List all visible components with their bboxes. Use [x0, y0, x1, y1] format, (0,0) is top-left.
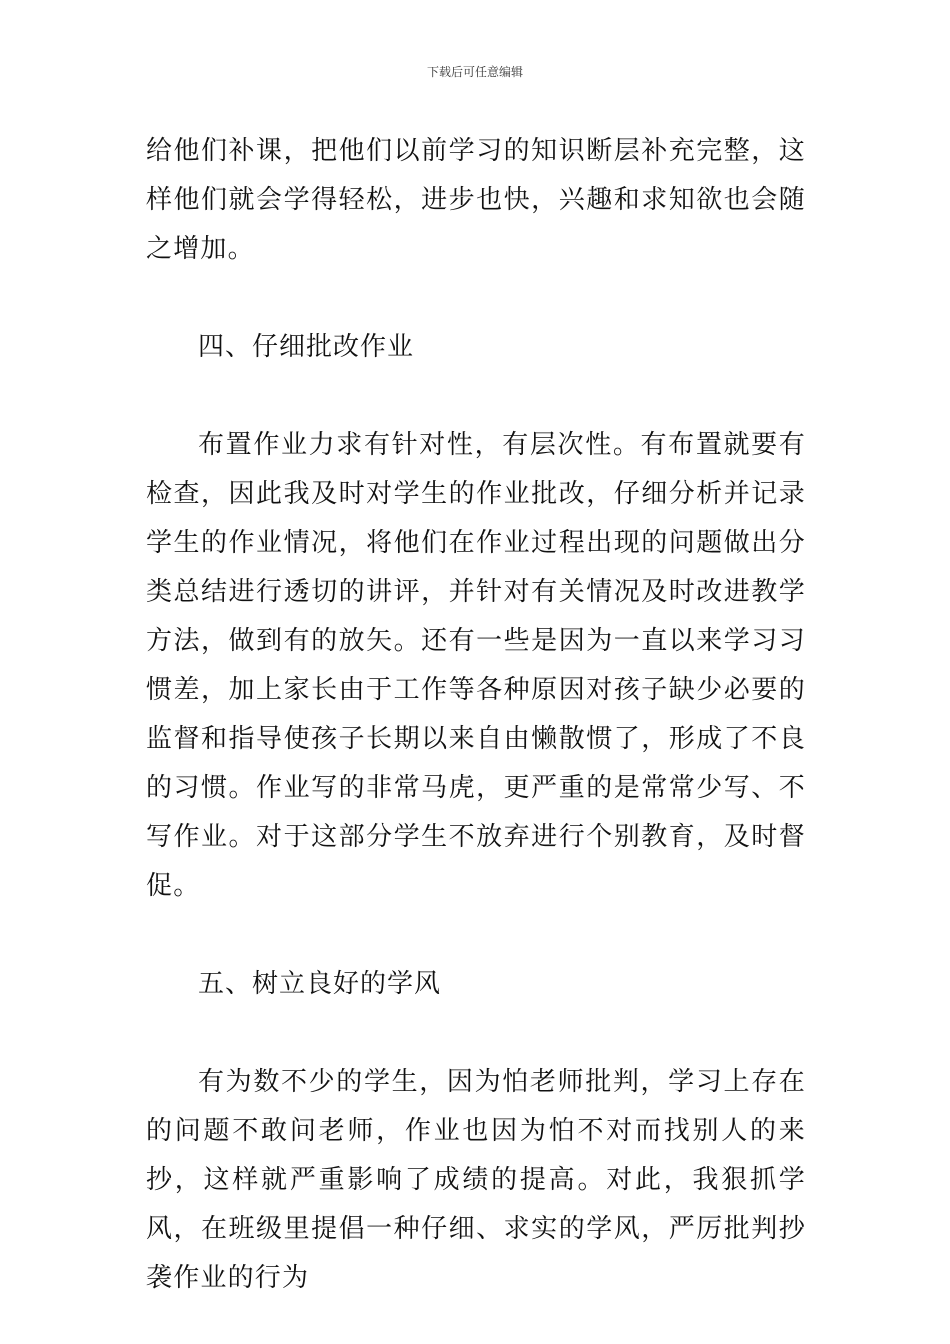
paragraph-section-5: 有为数不少的学生，因为怕老师批判，学习上存在的问题不敢问老师，作业也因为怕不对而找别人的来抄，这样就严重影响了成绩的提高。对此，我狠抓学风，在班级里提倡一种仔细、求实的学风，严厉批判抄袭作业的行为 — [146, 1067, 806, 1293]
paragraph-gap — [146, 911, 806, 960]
section-heading-4: 四、仔细批改作业 — [198, 332, 415, 362]
section-heading-5: 五、树立良好的学风 — [198, 969, 442, 999]
paragraph-section-4: 布置作业力求有针对性，有层次性。有布置就要有检查，因此我及时对学生的作业批改，仔细分析并记录学生的作业情况，将他们在作业过程出现的问题做出分类总结进行透切的讲评，并针对有关情况及时改进教学方法，做到有的放矢。还有一些是因为一直以来学习习惯差，加上家长由于工作等各种原因对孩子缺少必要的监督和指导使孩子长期以来自由懒散惯了，形成了不良的习惯。作业写的非常马虎，更严重的是常常少写、不写作业。对于这部分学生不放弃进行个别教育，及时督促。 — [146, 430, 806, 901]
paragraph-continued: 给他们补课，把他们以前学习的知识断层补充完整，这样他们就会学得轻松，进步也快，兴趣和求知欲也会随之增加。 — [146, 136, 806, 264]
document-body — [146, 127, 806, 1303]
page-header: 下载后可任意编辑 — [426, 65, 523, 79]
paragraph-gap — [146, 372, 806, 421]
paragraph-gap — [146, 1009, 806, 1058]
paragraph-gap — [146, 274, 806, 323]
